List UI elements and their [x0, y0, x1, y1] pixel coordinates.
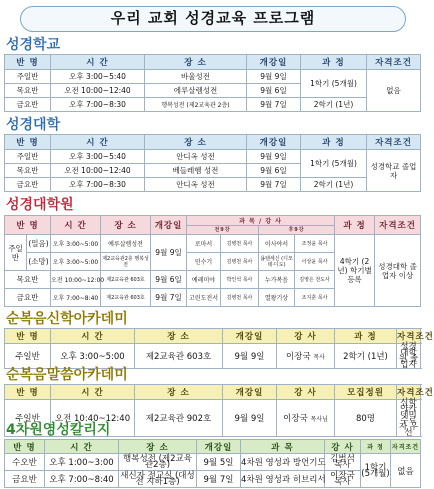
cell: 성경대학원 졸업자 — [397, 344, 421, 369]
col-place: 장 소 — [101, 216, 151, 235]
cell: 오후 7:00~8:30 — [51, 98, 145, 112]
table-row — [5, 98, 421, 112]
col-place: 장 소 — [119, 440, 197, 454]
cell: 김병천 목사 — [221, 253, 259, 271]
cell: 없음 — [367, 70, 421, 112]
cell: 안디옥 성전 — [145, 178, 247, 192]
col-class: 반 명 — [5, 329, 51, 344]
cell: 박인석 목사 — [221, 271, 259, 289]
cell — [277, 400, 335, 437]
cell: 바울성전 — [145, 70, 247, 84]
section-title-bible-college: 성경대학 — [6, 117, 61, 133]
cell: 제2교육관 902호 — [135, 400, 223, 437]
table-row — [5, 471, 421, 488]
col-class: 반 명 — [5, 385, 51, 400]
cell: 1학기 (5개월) — [301, 70, 367, 98]
cell: 금요반 — [5, 289, 51, 307]
cell: 성경학교 졸업자 — [367, 150, 421, 192]
col-time: 시 간 — [45, 440, 119, 454]
col-capacity: 모집정원 — [335, 385, 397, 400]
cell: 2학기 (1년) — [335, 344, 397, 369]
cell: 9월 7일 — [247, 98, 301, 112]
col-start: 개강일 — [197, 440, 241, 454]
cell: 오후 3:00~5:00 — [51, 253, 101, 271]
graduate-table — [4, 215, 421, 307]
cell: 9월 6일 — [151, 271, 187, 289]
col-subject-teacher: 과 목 / 강 사 — [187, 216, 335, 226]
teacher-title: 목사님 — [310, 416, 328, 423]
col-start: 개강일 — [247, 135, 301, 150]
cell: 오후 3:00~5:40 — [51, 150, 145, 164]
col-place: 장 소 — [145, 135, 247, 150]
cell: (밀음) — [27, 235, 51, 253]
cell: 9월 9일 — [223, 400, 277, 437]
col-qual: 자격조건 — [397, 385, 421, 400]
col-time: 시 간 — [51, 216, 101, 235]
cell: 80명 — [335, 400, 397, 437]
cell: 오후 7:00~8:30 — [51, 178, 145, 192]
cell: 오후 7:00~8:40 — [45, 471, 119, 488]
cell: 수오반 — [5, 454, 45, 471]
cell: 제2교육관 603호 — [135, 344, 223, 369]
cell: 이상윤 목사 — [295, 253, 335, 271]
col-teacher: 강 사 — [277, 329, 335, 344]
table-row — [5, 70, 421, 84]
cell: 성경대학 졸업자 이상 — [375, 235, 421, 307]
col-course: 과 정 — [335, 329, 397, 344]
col-second-half: 후9강 — [259, 226, 335, 235]
cell: 주일반 — [5, 400, 51, 437]
col-time: 시 간 — [51, 385, 135, 400]
col-subject: 과 목 — [241, 440, 325, 454]
cell: 오후 7:00~8:40 — [51, 289, 101, 307]
col-start: 개강일 — [223, 385, 277, 400]
cell: (소망) — [27, 253, 51, 271]
cell: 행복성전 (제2교육관 2층) — [145, 98, 247, 112]
section-title-word-academy: 순복음말씀아카데미 — [6, 367, 128, 383]
table-row — [5, 150, 421, 164]
bible-school-table — [4, 54, 421, 112]
section-title-graduate: 성경대학원 — [6, 197, 74, 213]
cell: 행복성전 (제2교육관2층) — [119, 454, 197, 471]
cell: 주일반 — [5, 344, 51, 369]
cell: 목요반 — [5, 164, 51, 178]
col-first-half: 전9강 — [187, 226, 259, 235]
section-title-spirituality-college: 4차원영성칼리지 — [6, 422, 111, 438]
cell: 2학기 (1년) — [301, 98, 367, 112]
cell: 오후 3:00~5:00 — [51, 235, 101, 253]
col-qual: 자격조건 — [391, 440, 421, 454]
col-place: 장 소 — [135, 329, 223, 344]
col-course: 과 정 — [301, 55, 367, 70]
section-title-theology-academy: 순복음신학아카데미 — [6, 311, 128, 327]
cell: 9월 9일 — [151, 235, 187, 271]
cell: 김영은 전도사 — [295, 271, 335, 289]
cell: 안디옥 성전 — [145, 150, 247, 164]
cell: 에루살렘성전 — [145, 84, 247, 98]
col-start: 개강일 — [223, 329, 277, 344]
cell: 오후 3:00~5:40 — [51, 70, 145, 84]
cell: 김병천 목사 — [221, 235, 259, 253]
col-qual: 자격조건 — [367, 135, 421, 150]
cell: 주일반 — [5, 150, 51, 164]
col-qual: 자격조건 — [367, 55, 421, 70]
cell: 민수기 — [187, 253, 221, 271]
col-time: 시 간 — [51, 135, 145, 150]
cell: 김범석 목사 — [325, 454, 361, 471]
cell: 예루살렘성전 — [101, 235, 151, 253]
page-title: 우리 교회 성경교육 프로그램 — [20, 6, 406, 32]
cell: 제2교육관 603호 — [101, 289, 151, 307]
cell: 목요반 — [5, 271, 51, 289]
cell — [277, 344, 335, 369]
teacher-title: 목사 — [313, 354, 325, 361]
col-class: 반 명 — [5, 135, 51, 150]
cell: 오전 10:00~12:40 — [51, 84, 145, 98]
cell: 4차원 영성과 방언기도 — [241, 454, 325, 471]
cell: 없음 — [391, 454, 421, 488]
theology-academy-table — [4, 328, 434, 370]
cell: 9월 7일 — [151, 289, 187, 307]
cell: 예레미야 — [187, 271, 221, 289]
spirituality-college-table — [4, 439, 421, 488]
cell: 제2교육관 603호 — [101, 271, 151, 289]
col-start: 개강일 — [151, 216, 187, 235]
cell: 9월 6일 — [247, 164, 301, 178]
cell: 9월 9일 — [247, 70, 301, 84]
cell: 오전 10:00~12:40 — [51, 164, 145, 178]
cell: 1학기 (5개월) — [361, 454, 391, 488]
col-time: 시 간 — [51, 55, 145, 70]
cell: 9월 7일 — [197, 471, 241, 488]
cell: 이장국 목사 — [325, 471, 361, 488]
col-class: 반 명 — [5, 440, 45, 454]
cell: 오전 10:40~12:40 — [51, 400, 135, 437]
cell: 욥텐세신 (디모데·디도) — [259, 253, 295, 271]
cell: 김병천 목사 — [221, 289, 259, 307]
cell: 조지훈 목사 — [295, 289, 335, 307]
cell: 4학기 (2년) 학기별 등록 — [335, 235, 375, 307]
col-start: 개강일 — [247, 55, 301, 70]
cell: 누가복음 — [259, 271, 295, 289]
cell: 9월 9일 — [223, 344, 277, 369]
col-place: 장 소 — [135, 385, 223, 400]
cell: 이사야서 — [259, 235, 295, 253]
col-course: 과 정 — [361, 440, 391, 454]
cell: 9월 7일 — [247, 178, 301, 192]
section-title-bible-school: 성경학교 — [6, 37, 61, 53]
cell: 9월 5일 — [197, 454, 241, 471]
col-place: 장 소 — [145, 55, 247, 70]
cell: 금요반 — [5, 178, 51, 192]
table-row — [5, 344, 421, 369]
cell: 신학아카데미 수료자 우선 — [397, 400, 421, 437]
col-teacher: 강 사 — [325, 440, 361, 454]
cell: 오후 1:00~3:00 — [45, 454, 119, 471]
cell: 열왕기상 — [259, 289, 295, 307]
teacher-name: 이장국 — [283, 414, 308, 424]
cell: 고린도전서 — [187, 289, 221, 307]
col-course: 과 정 — [301, 135, 367, 150]
col-time: 시 간 — [51, 329, 135, 344]
col-class: 반 명 — [5, 55, 51, 70]
cell: 9월 6일 — [247, 84, 301, 98]
table-row — [5, 235, 421, 253]
cell: 주일반 — [5, 235, 27, 271]
col-teacher: 강 사 — [277, 385, 335, 400]
cell: 4차원 영성과 히브리서 — [241, 471, 325, 488]
bible-college-table — [4, 134, 421, 192]
cell: 2학기 (1년) — [301, 178, 367, 192]
cell: 제2교육관2층 행복성전 — [101, 253, 151, 271]
cell: 오전 10:00~12:00 — [51, 271, 101, 289]
cell: 조정윤 목사 — [295, 235, 335, 253]
cell: 새신자 전교실 (대성전 지하1층) — [120, 471, 195, 487]
cell: 베들레헴 성전 — [145, 164, 247, 178]
cell: 금요반 — [5, 471, 45, 488]
cell: 로마서 — [187, 235, 221, 253]
col-qual: 자격조건 — [397, 329, 421, 344]
cell: 목요반 — [5, 84, 51, 98]
col-qual: 자격조건 — [375, 216, 421, 235]
table-row — [5, 178, 421, 192]
cell: 오후 3:00~5:00 — [51, 344, 135, 369]
cell: 1학기 (5개월) — [301, 150, 367, 178]
cell: 금요반 — [5, 98, 51, 112]
cell: 9월 9일 — [247, 150, 301, 164]
col-course: 과 정 — [335, 216, 375, 235]
col-class: 반 명 — [5, 216, 51, 235]
cell: 주일반 — [5, 70, 51, 84]
table-row — [5, 454, 421, 471]
teacher-name: 이장국 — [286, 352, 311, 362]
